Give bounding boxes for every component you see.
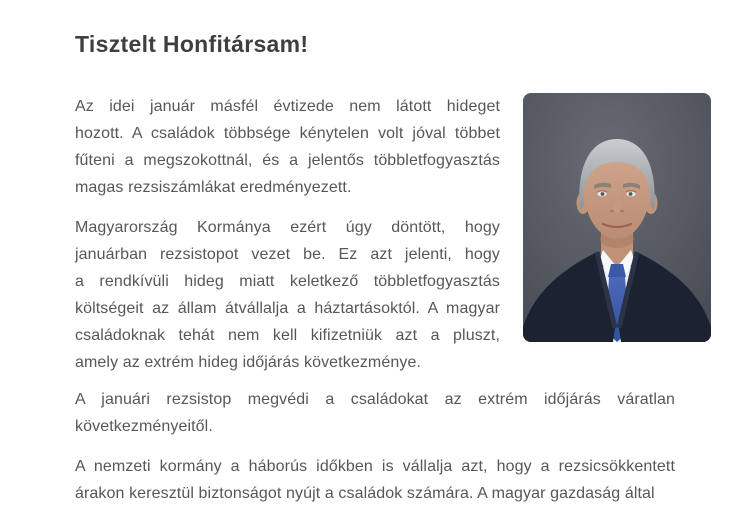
intro-section [75,93,750,376]
text-line: költségeit az állam átvállalja a háztartásoktól. A magyar [75,300,500,317]
text-line: hozott. A családok többsége kénytelen volt jóval többet [75,125,500,142]
text-line: Az idei január másfél évtizede nem látott hideget [75,98,500,115]
intro-text-column [75,93,500,376]
portrait-photo [523,93,711,342]
paragraph-1 [75,93,500,201]
portrait-illustration [523,93,711,342]
text-line: a rendkívüli hideg miatt keletkező többletfogyasztás [75,273,500,290]
text-line: következményeitől. [75,418,213,435]
text-line: amely az extrém hideg időjárás következménye. [75,354,421,371]
text-line: A januári rezsistop megvédi a családokat az extrém időjárás váratlan [75,391,675,408]
paragraph-3 [75,386,675,440]
paragraph-4 [75,453,675,507]
text-line: A nemzeti kormány a háborús időkben is vállalja azt, hogy a rezsicsökkentett [75,458,675,475]
text-line: családoknak tehát nem kell kifizetniük azt a pluszt, [75,327,500,344]
text-line: Magyarország Kormánya ezért úgy döntött, hogy [75,219,500,236]
text-line: januárban rezsistopot vezet be. Ez azt jelenti, hogy [75,246,500,263]
text-line: magas rezsiszámlákat eredményezett. [75,179,352,196]
paragraph-2 [75,214,500,376]
text-line: fűteni a megszokottnál, és a jelentős többletfogyasztás [75,152,500,169]
page-title: Tisztelt Honfitársam! [75,31,309,57]
text-line: árakon keresztül biztonságot nyújt a családok számára. A magyar gazdaság által [75,485,655,502]
